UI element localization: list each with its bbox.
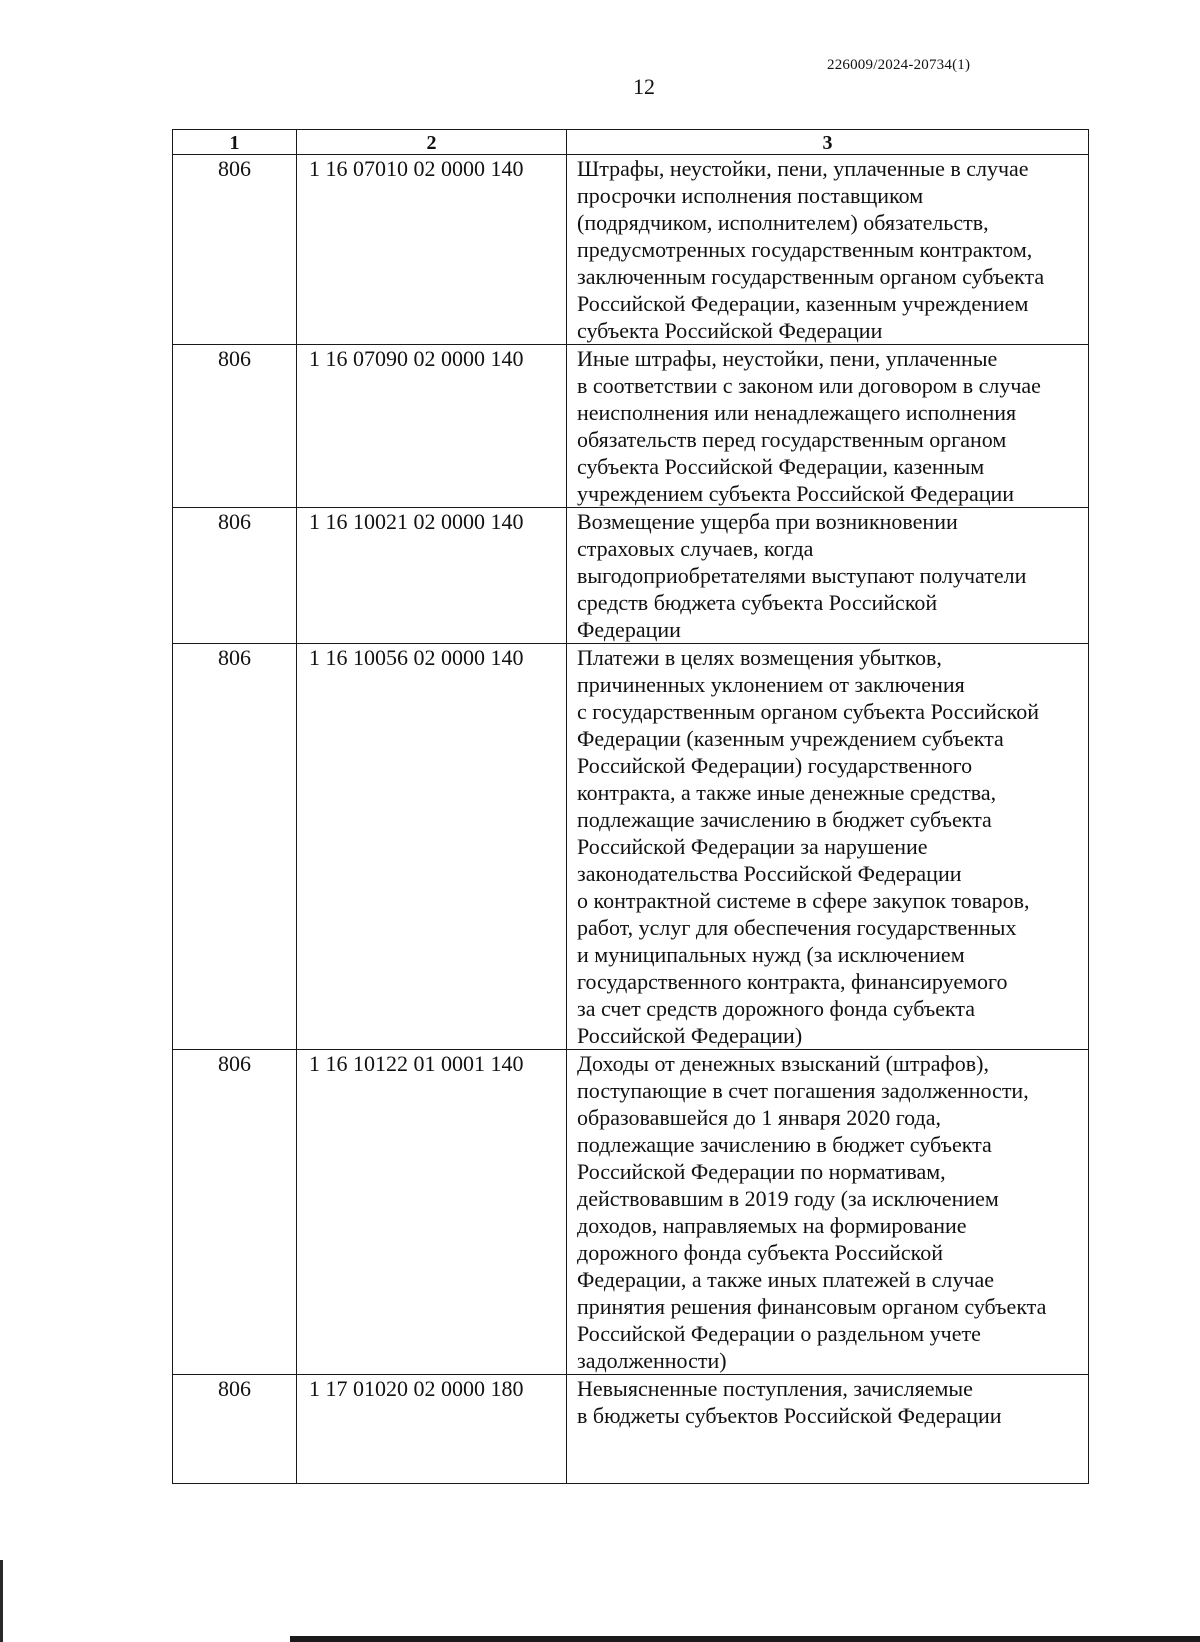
description-line: законодательства Российской Федерации [577, 861, 962, 886]
description-cell [567, 345, 1089, 508]
description-line: просрочки исполнения поставщиком [577, 183, 924, 208]
description-line: учреждением субъекта Российской Федерации [577, 481, 1015, 506]
description-line: страховых случаев, когда [577, 536, 814, 561]
description-line: за счет средств дорожного фонда субъекта [577, 996, 976, 1021]
description-line: задолженности) [577, 1348, 727, 1373]
description-line: принятия решения финансовым органом субъекта [577, 1294, 1047, 1319]
description-line: Российской Федерации, казенным учреждением [577, 291, 1029, 316]
description-line: доходов, направляемых на формирование [577, 1213, 967, 1238]
description-line: средств бюджета субъекта Российской [577, 590, 938, 615]
description-line: контракта, а также иные денежные средства, [577, 780, 997, 805]
table-row [173, 345, 1089, 508]
description-line: Российской Федерации о раздельном учете [577, 1321, 981, 1346]
page-number: 12 [633, 74, 655, 99]
table-row [173, 155, 1089, 345]
admin-code-cell: 806 [173, 644, 297, 1050]
description-line: Российской Федерации по нормативам, [577, 1159, 946, 1184]
description-line: Российской Федерации) государственного [577, 753, 973, 778]
description-line: предусмотренных государственным контрактом, [577, 237, 1033, 262]
description-line: Федерации [577, 617, 681, 642]
table-row [173, 644, 1089, 1050]
description-line: Возмещение ущерба при возникновении [577, 509, 958, 534]
admin-code-cell: 806 [173, 508, 297, 644]
description-line: Иные штрафы, неустойки, пени, уплаченные [577, 346, 998, 371]
column-header-2: 2 [297, 130, 567, 155]
admin-code-cell: 806 [173, 1375, 297, 1484]
table-row [173, 1050, 1089, 1375]
description-line: Платежи в целях возмещения убытков, [577, 645, 942, 670]
description-cell [567, 644, 1089, 1050]
description-line: обязательств перед государственным органом [577, 427, 1007, 452]
scan-edge-left [0, 1560, 3, 1642]
admin-code-cell: 806 [173, 345, 297, 508]
table-row [173, 1375, 1089, 1484]
description-line: (подрядчиком, исполнителем) обязательств, [577, 210, 989, 235]
description-line: образовавшейся до 1 января 2020 года, [577, 1105, 941, 1130]
description-line: Российской Федерации за нарушение [577, 834, 928, 859]
description-line: работ, услуг для обеспечения государственных [577, 915, 1017, 940]
description-line: Невыясненные поступления, зачисляемые [577, 1376, 973, 1401]
kbk-code-cell: 1 16 07010 02 0000 140 [297, 155, 567, 345]
description-cell [567, 1050, 1089, 1375]
description-line: выгодоприобретателями выступают получатели [577, 563, 1027, 588]
scan-edge-bottom [290, 1636, 1200, 1642]
description-line: Российской Федерации) [577, 1023, 803, 1048]
description-line: поступающие в счет погашения задолженности, [577, 1078, 1029, 1103]
column-header-3: 3 [567, 130, 1089, 155]
description-line: подлежащие зачислению в бюджет субъекта [577, 807, 992, 832]
description-line: государственного контракта, финансируемого [577, 969, 1008, 994]
description-cell [567, 508, 1089, 644]
description-line: в соответствии с законом или договором в случае [577, 373, 1041, 398]
description-line: действовавшим в 2019 году (за исключением [577, 1186, 999, 1211]
description-line: о контрактной системе в сфере закупок товаров, [577, 888, 1030, 913]
kbk-code-cell: 1 16 07090 02 0000 140 [297, 345, 567, 508]
document-id: 226009/2024-20734(1) [827, 57, 971, 73]
description-line: и муниципальных нужд (за исключением [577, 942, 965, 967]
description-line: Федерации (казенным учреждением субъекта [577, 726, 1004, 751]
description-line: в бюджеты субъектов Российской Федерации [577, 1403, 1002, 1428]
table-header-row [173, 130, 1089, 155]
description-cell [567, 1375, 1089, 1484]
description-line: неисполнения или ненадлежащего исполнения [577, 400, 1017, 425]
kbk-code-cell: 1 16 10122 01 0001 140 [297, 1050, 567, 1375]
kbk-code-cell: 1 16 10021 02 0000 140 [297, 508, 567, 644]
admin-code-cell: 806 [173, 155, 297, 345]
revenue-codes-table [172, 129, 1089, 1484]
description-line: Штрафы, неустойки, пени, уплаченные в случае [577, 156, 1029, 181]
description-cell [567, 155, 1089, 345]
table-row [173, 508, 1089, 644]
description-line: дорожного фонда субъекта Российской [577, 1240, 944, 1265]
kbk-code-cell: 1 16 10056 02 0000 140 [297, 644, 567, 1050]
kbk-code-cell: 1 17 01020 02 0000 180 [297, 1375, 567, 1484]
description-line: субъекта Российской Федерации [577, 318, 883, 343]
description-line: с государственным органом субъекта Российской [577, 699, 1039, 724]
description-line: Федерации, а также иных платежей в случае [577, 1267, 995, 1292]
admin-code-cell: 806 [173, 1050, 297, 1375]
description-line: подлежащие зачислению в бюджет субъекта [577, 1132, 992, 1157]
description-line: субъекта Российской Федерации, казенным [577, 454, 985, 479]
column-header-1: 1 [173, 130, 297, 155]
description-line: заключенным государственным органом субъекта [577, 264, 1045, 289]
description-line: причиненных уклонением от заключения [577, 672, 965, 697]
description-line: Доходы от денежных взысканий (штрафов), [577, 1051, 989, 1076]
